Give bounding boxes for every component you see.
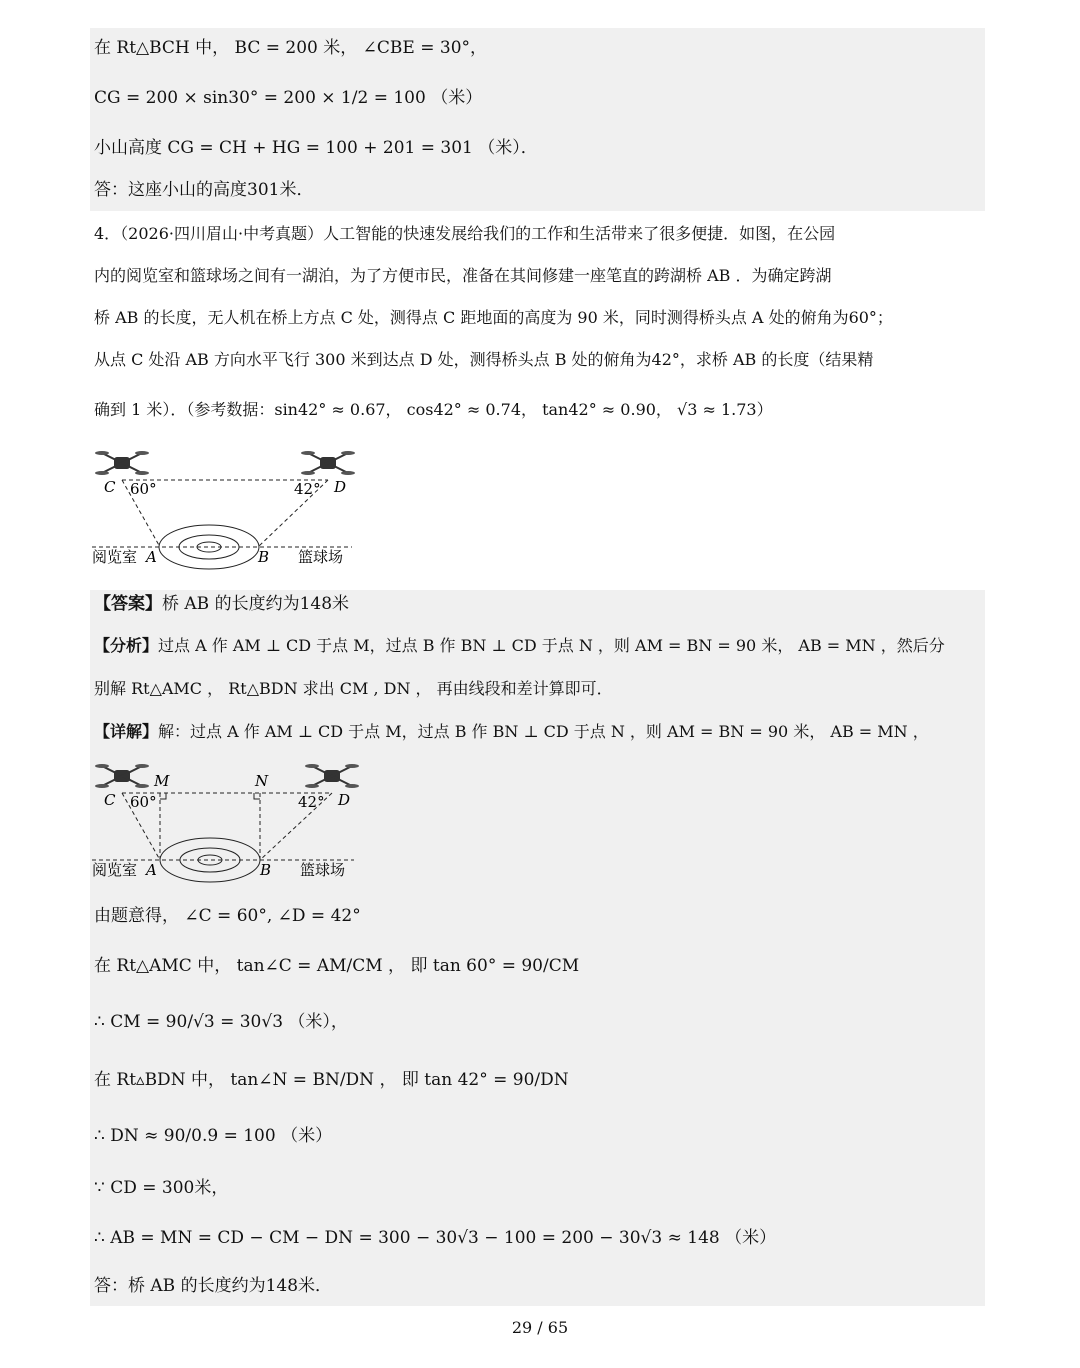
question-line-2: 内的阅览室和篮球场之间有一湖泊，为了方便市民，准备在其间修建一座笔直的跨湖桥 AB ．为确定跨湖	[94, 266, 832, 285]
step-5: ∴ DN ≈ 90/0.9 = 100 （米）	[94, 1126, 333, 1146]
answer-text: 桥 AB 的长度约为148米	[162, 594, 350, 614]
label-b: B	[260, 861, 272, 879]
detail-text-1: 解：过点 A 作 AM ⊥ CD 于点 M，过点 B 作 BN ⊥ CD 于点 N ，则 AM = BN = 90 米， AB = MN ，	[158, 722, 929, 741]
answer-line	[94, 592, 349, 616]
step-7: ∴ AB = MN = CD − CM − DN = 300 − 30√3 − 100 = 200 − 30√3 ≈ 148 （米）	[94, 1228, 777, 1248]
step-6: ∵ CD = 300米，	[94, 1178, 229, 1198]
angle-d-label: 42°	[294, 480, 321, 498]
conclusion: 答：桥 AB 的长度约为148米．	[94, 1276, 333, 1296]
step-3: ∴ CM = 90/√3 = 30√3 （米），	[94, 1012, 348, 1032]
drone-icon	[95, 764, 149, 788]
drone-icon	[301, 451, 355, 475]
bridge-figure-2	[92, 758, 367, 888]
step-2: 在 Rt△AMC 中， tan∠C = AM/CM ， 即 tan 60° = 90/CM	[94, 956, 580, 976]
step-1: 由题意得， ∠C = 60°, ∠D = 42°	[94, 906, 361, 926]
bridge-figure-1	[92, 445, 362, 575]
angle-c-label: 60°	[130, 480, 157, 498]
label-c: C	[104, 791, 116, 809]
angle-d-label: 42°	[298, 793, 325, 811]
label-d: D	[334, 478, 347, 496]
prev-solution-line-1: 在 Rt△BCH 中， BC = 200 米， ∠CBE = 30°，	[94, 38, 488, 58]
question-line-3: 桥 AB 的长度，无人机在桥上方点 C 处，测得点 C 距地面的高度为 90 米，同时测得桥头点 A 处的俯角为60°；	[94, 308, 893, 327]
drone-icon	[95, 451, 149, 475]
step-4: 在 Rt▵BDN 中， tan∠N = BN/DN ， 即 tan 42° = 90/DN	[94, 1070, 569, 1090]
prev-solution-conclusion: 答：这座小山的高度301米．	[94, 180, 314, 200]
question-line-4: 从点 C 处沿 AB 方向水平飞行 300 米到达点 D 处，测得桥头点 B 处的俯角为42°，求桥 AB 的长度（结果精	[94, 350, 874, 369]
detail-tag: 【详解】	[94, 722, 159, 741]
reading-room-label: 阅览室	[92, 548, 138, 566]
court-label: 篮球场	[298, 548, 344, 566]
question-line-1: 4．（2026·四川眉山·中考真题）人工智能的快速发展给我们的工作和生活带来了很多便捷．如图，在公园	[94, 224, 836, 243]
angle-c-label: 60°	[130, 793, 157, 811]
court-label: 篮球场	[300, 861, 346, 879]
drone-icon	[305, 764, 359, 788]
analysis-line-2: 别解 Rt△AMC ， Rt△BDN 求出 CM , DN ， 再由线段和差计算即可．	[94, 679, 613, 698]
analysis-text-1: 过点 A 作 AM ⊥ CD 于点 M，过点 B 作 BN ⊥ CD 于点 N ，则 AM = BN = 90 米， AB = MN ，然后分	[158, 636, 945, 655]
label-m: M	[154, 772, 170, 790]
page-number: 29 / 65	[511, 1318, 569, 1337]
label-a: A	[146, 548, 157, 566]
analysis-line-1	[94, 634, 945, 658]
question-line-5: 确到 1 米）．（参考数据：sin42° ≈ 0.67， cos42° ≈ 0.74， tan42° ≈ 0.90， √3 ≈ 1.73）	[94, 400, 773, 419]
prev-solution-line-2: CG = 200 × sin30° = 200 × 1/2 = 100 （米）	[94, 88, 483, 108]
prev-solution-line-3: 小山高度 CG = CH + HG = 100 + 201 = 301 （米）．	[94, 138, 538, 158]
label-c: C	[104, 478, 116, 496]
reading-room-label: 阅览室	[92, 861, 138, 879]
analysis-tag: 【分析】	[94, 636, 159, 655]
label-n: N	[255, 772, 269, 790]
label-b: B	[258, 548, 270, 566]
answer-tag: 【答案】	[94, 594, 162, 614]
detail-line-1	[94, 720, 929, 744]
label-d: D	[338, 791, 351, 809]
label-a: A	[146, 861, 157, 879]
